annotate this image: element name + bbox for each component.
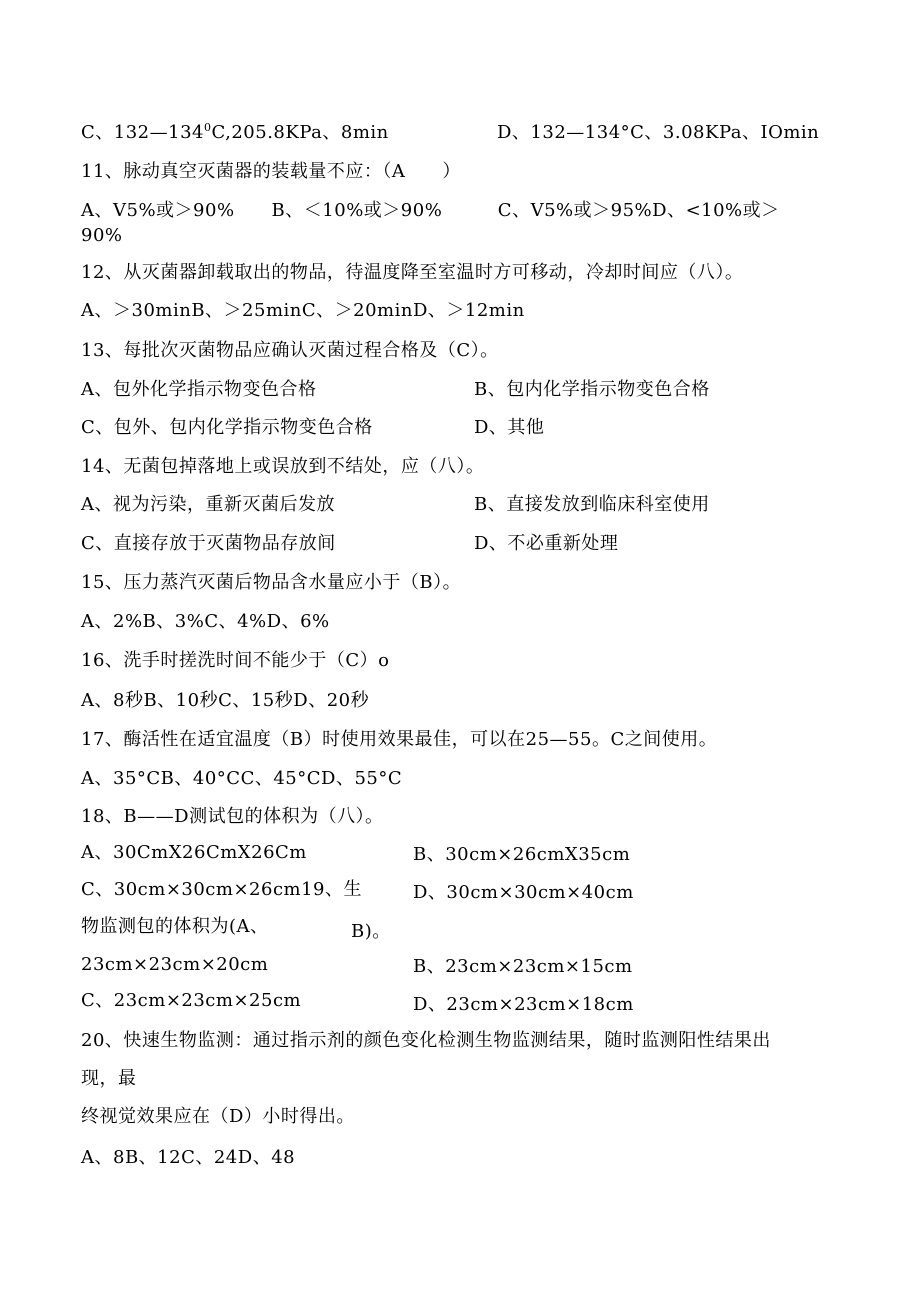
- question-13-option-c: C、包外、包内化学指示物变色合格: [81, 417, 373, 438]
- question-18-option-a: A、30CmX26CmX26Cm: [81, 842, 307, 863]
- question-19: 物监测包的体积为(A、: [81, 916, 269, 937]
- question-20-options: A、8B、12C、24D、48: [81, 1147, 296, 1168]
- question-13-option-b: B、包内化学指示物变色合格: [474, 379, 710, 400]
- question-14-option-c: C、直接存放于灭菌物品存放间: [81, 533, 336, 554]
- question-14-option-d: D、不必重新处理: [474, 533, 619, 554]
- question-13-option-d: D、其他: [474, 417, 545, 438]
- question-15: 15、压力蒸汽灭菌后物品含水量应小于（B）。: [81, 572, 462, 593]
- question-18-option-d: D、30cm×30cm×40cm: [413, 882, 634, 903]
- question-11-options: A、V5%或＞90% B、＜10%或＞90% C、V5%或＞95%D、<10%或＞: [81, 200, 780, 221]
- q10-option-d: D、132—134°C、3.08KPa、IOmin: [497, 122, 820, 143]
- question-17-options: A、35°CB、40°CC、45°CD、55°C: [81, 768, 403, 789]
- question-18-option-c: C、30cm×30cm×26cm19、生: [81, 879, 363, 900]
- question-19-option-b: B、23cm×23cm×15cm: [413, 956, 633, 977]
- question-13: 13、每批次灭菌物品应确认灭菌过程合格及（C）。: [81, 340, 499, 361]
- question-14-option-b: B、直接发放到临床科室使用: [474, 494, 710, 515]
- question-18-option-b: B、30cm×26cmX35cm: [413, 844, 631, 865]
- question-12: 12、从灭菌器卸载取出的物品，待温度降至室温时方可移动，冷却时间应（八）。: [81, 262, 744, 283]
- question-19-answer: B)。: [351, 921, 391, 942]
- question-11-options-cont: 90%: [81, 225, 123, 246]
- question-16: 16、洗手时搓洗时间不能少于（C）o: [81, 650, 390, 671]
- question-19-option-c: C、23cm×23cm×25cm: [81, 990, 302, 1011]
- question-17: 17、酶活性在适宜温度（B）时使用效果最佳，可以在25—55。C之间使用。: [81, 729, 718, 750]
- question-20: 20、快速生物监测：通过指示剂的颜色变化检测生物监测结果，随时监测阳性结果出: [81, 1030, 771, 1051]
- question-14: 14、无菌包掉落地上或误放到不结处，应（八）。: [81, 456, 485, 477]
- question-12-options: A、＞30minB、＞25minC、＞20minD、＞12min: [81, 300, 525, 321]
- question-19-option-d: D、23cm×23cm×18cm: [413, 994, 634, 1015]
- question-15-options: A、2%B、3%C、4%D、6%: [81, 611, 330, 632]
- q10-option-c: C、$132—134^0C,205.8KPa$、8min: [81, 121, 389, 143]
- question-20-cont-1: 现，最: [81, 1068, 137, 1089]
- question-19-option-a: 23cm×23cm×20cm: [81, 954, 269, 975]
- question-13-option-a: A、包外化学指示物变色合格: [81, 379, 317, 400]
- question-11: 11、脉动真空灭菌器的装载量不应：（A ）: [81, 161, 461, 182]
- question-18: 18、B——D测试包的体积为（八）。: [81, 806, 384, 827]
- question-14-option-a: A、视为污染，重新灭菌后发放: [81, 494, 335, 515]
- question-16-options: A、8秒B、10秒C、15秒D、20秒: [81, 690, 370, 711]
- question-20-cont-2: 终视觉效果应在（D）小时得出。: [81, 1106, 355, 1127]
